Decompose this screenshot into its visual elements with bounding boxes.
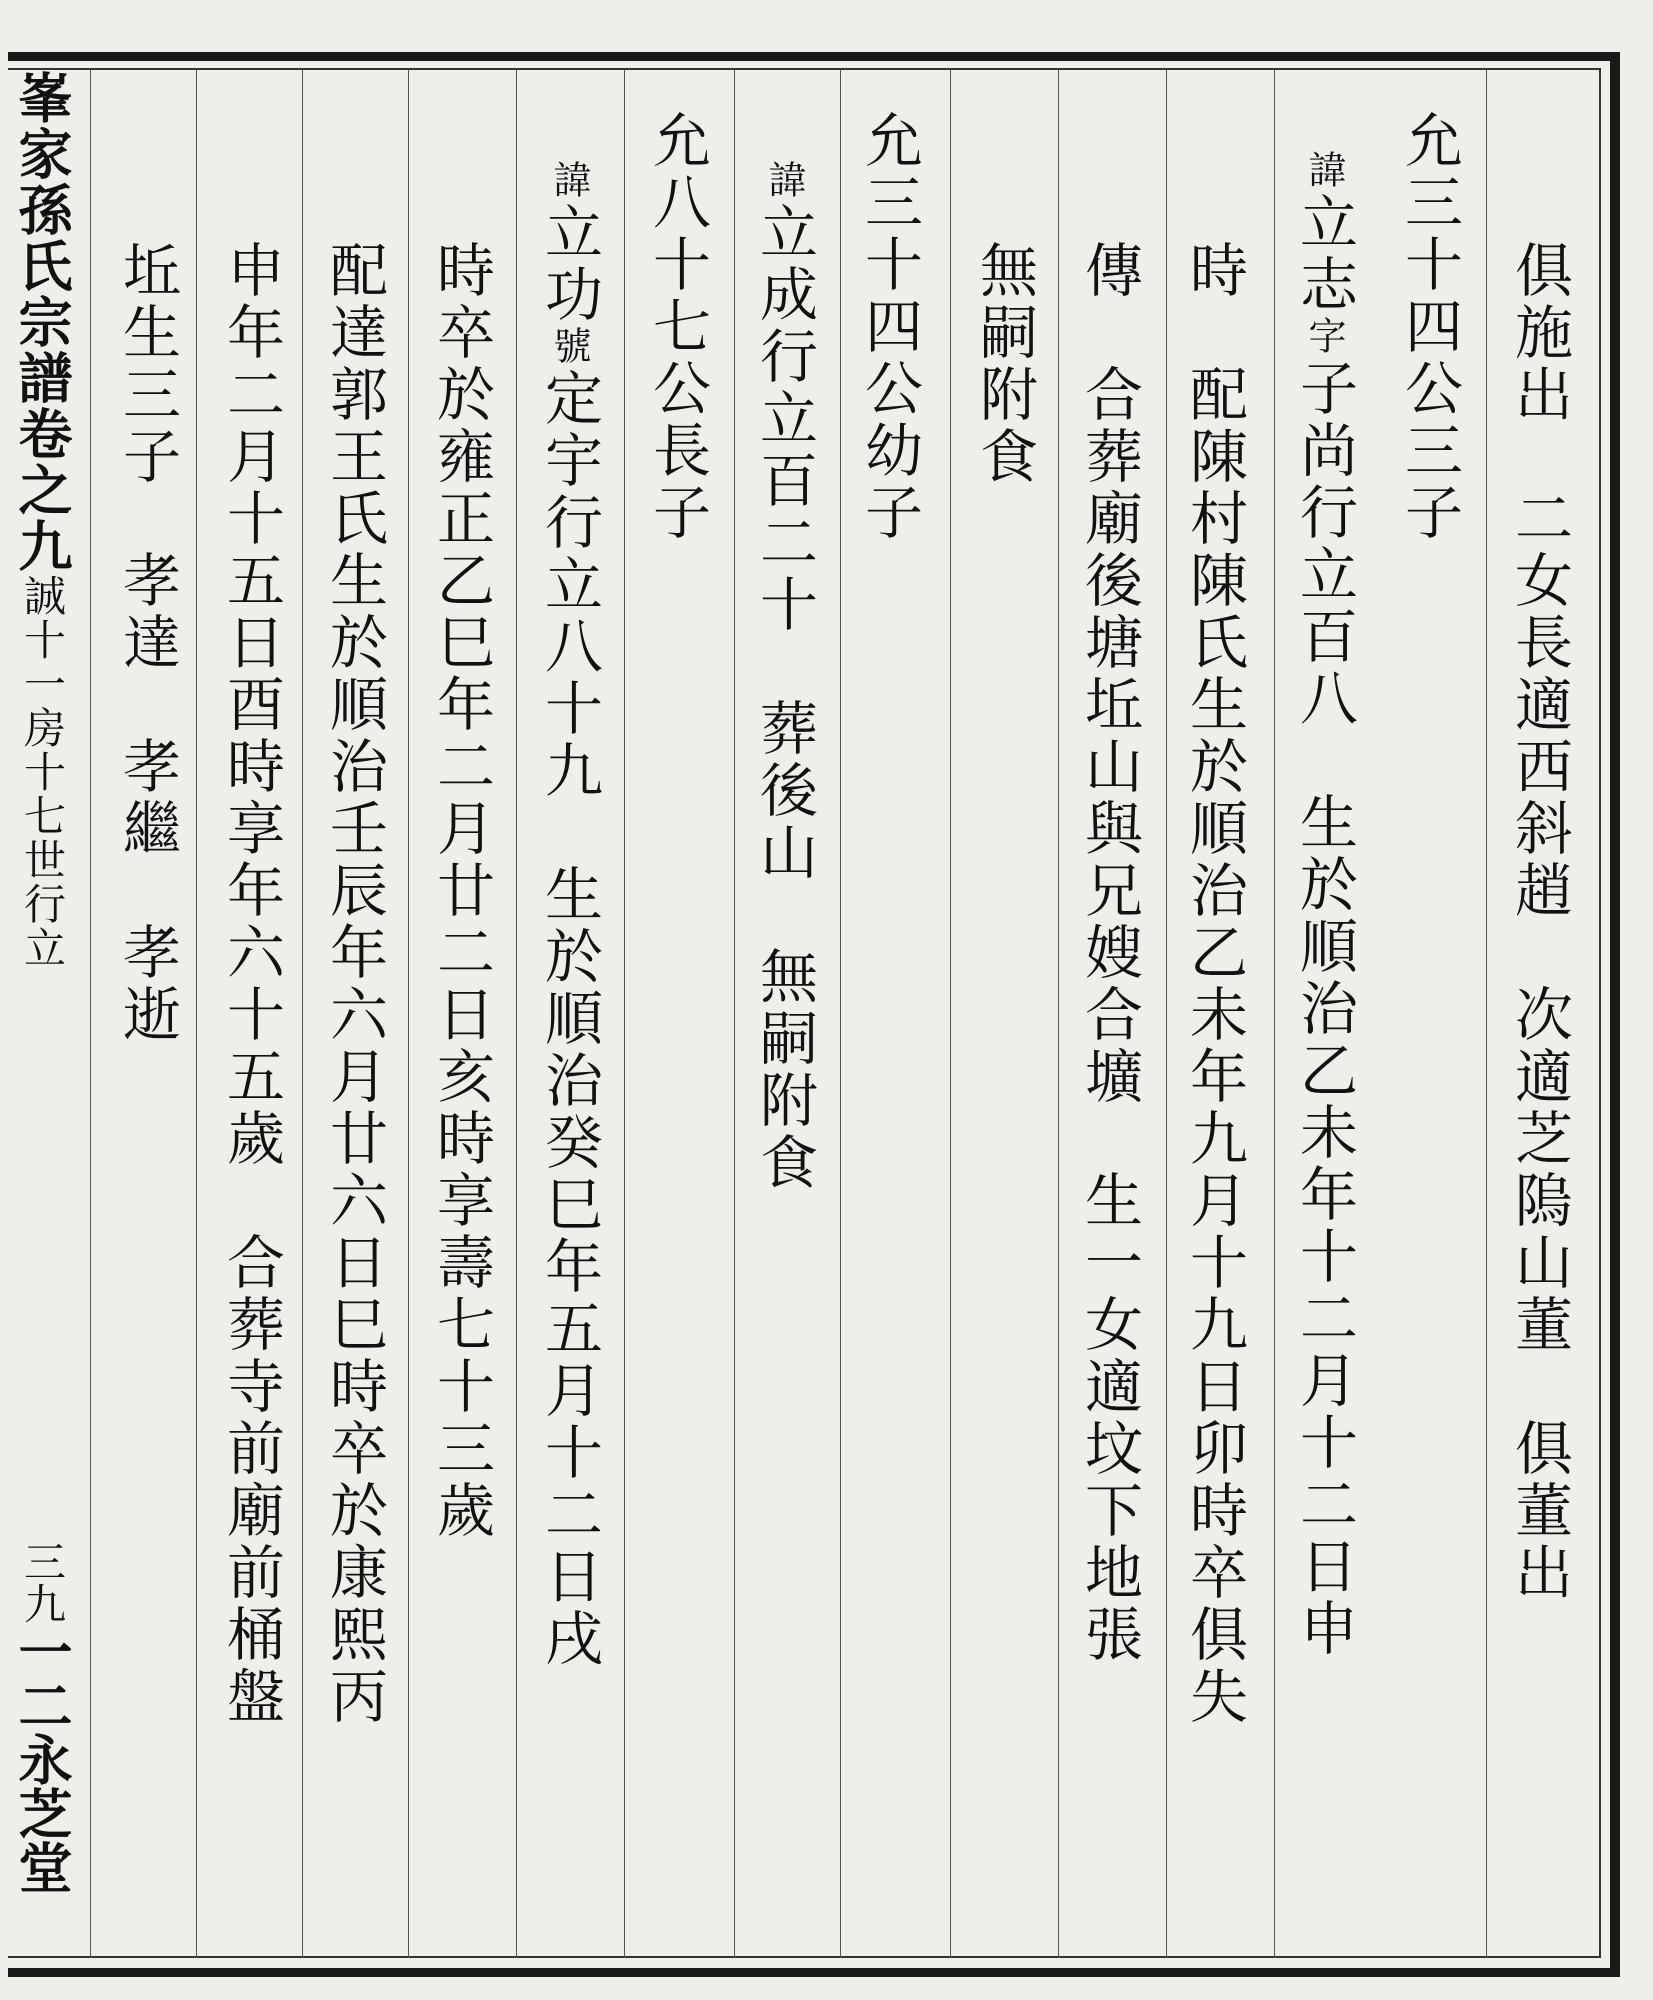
column-8-rest: 立成行立百二十 葬後山 無嗣附食: [750, 202, 818, 1194]
column-rule: [302, 70, 303, 1958]
column-rule: [1274, 70, 1275, 1958]
column-rule: [950, 70, 951, 1958]
text-column-8: [750, 160, 818, 1194]
text-column-1: 俱施出 二女長適西斜趙 次適芝隖山董 俱董出: [1505, 240, 1573, 1604]
courtesy-name-marker: 字: [1302, 316, 1346, 358]
column-rule: [624, 70, 625, 1958]
text-column-4: 時 配陳村陳氏生於順治乙未年九月十九日卯時卒俱失: [1180, 240, 1248, 1728]
margin-footer: [4, 1540, 81, 1894]
text-column-7: 允三十四公幼子: [855, 110, 923, 544]
column-3-rest: 子尚行立百八 生於順治乙未年十二月十二日申: [1290, 358, 1358, 1660]
given-name: 立志: [1290, 192, 1358, 316]
volume-label: 卷之九: [10, 406, 74, 574]
text-column-14: 坵生三子 孝達 孝繼 孝逝: [113, 240, 181, 1046]
text-column-11: 時卒於雍正乙巳年二月廿二日亥時享壽七十三歲: [427, 240, 495, 1542]
given-name: 立功: [535, 202, 603, 326]
page-number: 三九: [18, 1540, 67, 1624]
column-rule: [1166, 70, 1167, 1958]
genealogy-title: 峯家孫氏宗譜: [10, 70, 74, 406]
style-name-marker: 號: [547, 326, 591, 368]
text-column-9: 允八十七公長子: [643, 110, 711, 544]
column-rule: [516, 70, 517, 1958]
column-rule: [1486, 70, 1487, 1958]
column-rule: [840, 70, 841, 1958]
hall-name: 一二永芝堂: [10, 1624, 74, 1894]
column-rule: [1058, 70, 1059, 1958]
branch-label: 誠十一房十七世行立: [18, 574, 67, 970]
text-column-3: [1290, 150, 1358, 1660]
margin-header: [4, 70, 81, 970]
taboo-name-marker: 諱: [1302, 150, 1346, 192]
text-column-10: [535, 160, 603, 1670]
taboo-name-marker: 諱: [547, 160, 591, 202]
text-column-5: 傳 合葬廟後塘坵山與兄嫂合壙 生一女適坟下地張: [1075, 240, 1143, 1666]
column-10-rest: 定宇行立八十九 生於順治癸巳年五月十二日戌: [535, 368, 603, 1670]
text-column-6: 無嗣附食: [970, 240, 1038, 488]
text-column-12: 配達郭王氏生於順治壬辰年六月廿六日巳時卒於康熙丙: [320, 240, 388, 1728]
text-column-2: 允三十四公三子: [1395, 110, 1463, 544]
text-column-13: 申年二月十五日酉時享年六十五歲 合葬寺前廟前桶盤: [217, 240, 285, 1728]
column-rule: [90, 70, 91, 1958]
column-rule: [196, 70, 197, 1958]
column-rule: [408, 70, 409, 1958]
taboo-name-marker: 諱: [762, 160, 806, 202]
column-rule: [734, 70, 735, 1958]
